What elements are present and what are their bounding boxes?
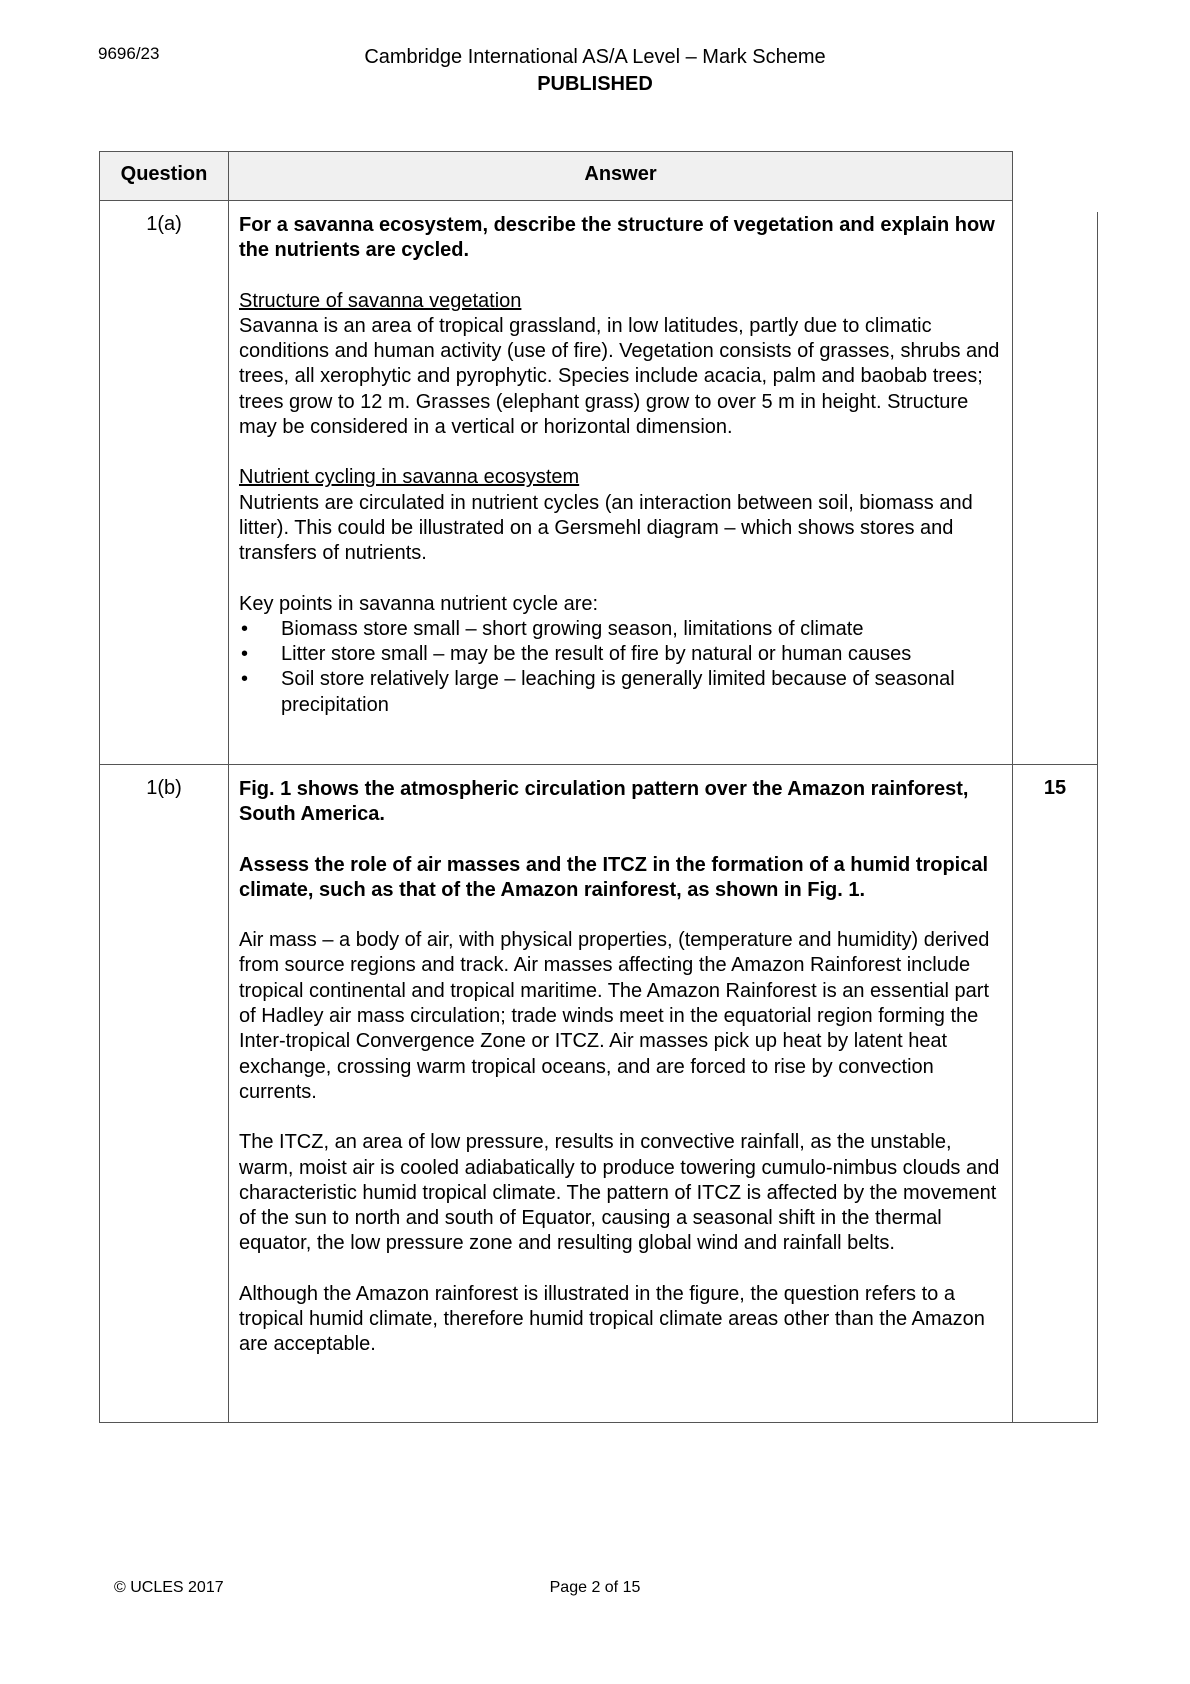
question-prompt: Fig. 1 shows the atmospheric circulation pattern over the Amazon rainforest, South America.: [239, 778, 969, 826]
list-item: • Soil store relatively large – leaching is generally limited because of seasonal precipitation: [241, 668, 955, 716]
section-text: Savanna is an area of tropical grassland, in low latitudes, partly due to climatic conditions and human activity (use of fire). Vegetation consists of grasses, shrubs and trees, all xerophytic and pyrophytic. Species include acacia, palm and baobab trees; trees grow to 12 m. Grasses (elephant grass) grow to over 5 m in height. Structure may be considered in a vertical or horizontal dimension.: [239, 314, 1000, 439]
table-rule: [99, 764, 1098, 765]
key-points-list: [239, 617, 1009, 718]
list-item: • Litter store small – may be the result of fire by natural or human causes: [239, 642, 1009, 667]
marks-1b: 15: [1043, 777, 1067, 799]
document-code: 9696/23: [98, 44, 160, 63]
section-heading: Structure of savanna vegetation: [239, 289, 522, 312]
table-rule: [99, 1422, 1098, 1423]
question-number-1a: 1(a): [146, 213, 182, 235]
key-points-intro: Key points in savanna nutrient cycle are:: [239, 592, 599, 615]
question-number-1b: 1(b): [146, 777, 182, 799]
column-header-answer: Answer: [584, 163, 657, 185]
page-header: [0, 44, 1190, 98]
document-title: Cambridge International AS/A Level – Mark Scheme: [364, 46, 826, 68]
page-number: Page 2 of 15: [549, 1579, 641, 1596]
table-rule: [228, 151, 229, 1423]
list-item: • Biomass store small – short growing season, limitations of climate: [239, 617, 1009, 642]
answer-paragraph: Air mass – a body of air, with physical properties, (temperature and humidity) derived from source regions and track. Air masses affecting the Amazon Rainforest include tropical continental and tropical maritime. The Amazon Rainforest is an essential part of Hadley air mass circulation; trade winds meet in the equatorial region forming the Inter-tropical Convergence Zone or ITCZ. Air masses pick up heat by latent heat exchange, crossing warm tropical oceans, and are forced to rise by convection currents.: [239, 929, 990, 1103]
table-rule: [1097, 212, 1098, 1423]
answer-paragraph: The ITCZ, an area of low pressure, results in convective rainfall, as the unstable, warm, moist air is cooled adiabatically to produce towering cumulo-nimbus clouds and characteristic humid tropical climate. The pattern of ITCZ is affected by the movement of the sun to north and south of Equator, causing a seasonal shift in the thermal equator, the low pressure zone and resulting global wind and rainfall belts.: [239, 1131, 1000, 1255]
section-heading: Nutrient cycling in savanna ecosystem: [239, 466, 580, 489]
question-prompt: For a savanna ecosystem, describe the structure of vegetation and explain how the nutrients are cycled.: [239, 214, 995, 262]
section-text: Nutrients are circulated in nutrient cycles (an interaction between soil, biomass and litter). This could be illustrated on a Gersmehl diagram – which shows stores and transfers of nutrients.: [239, 491, 973, 565]
bullet: •: [241, 643, 249, 666]
published-label: PUBLISHED: [537, 73, 653, 95]
answer-1a: [239, 213, 1009, 718]
copyright-notice: © UCLES 2017: [114, 1579, 224, 1596]
table-rule: [99, 200, 1013, 201]
question-prompt: Assess the role of air masses and the ITCZ in the formation of a humid tropical climate, such as that of the Amazon rainforest, as shown in Fig. 1.: [239, 853, 989, 901]
answer-1b: [239, 777, 1009, 1383]
bullet: •: [241, 617, 249, 640]
column-header-question: Question: [120, 163, 208, 185]
answer-paragraph: Although the Amazon rainforest is illustrated in the figure, the question refers to a tropical humid climate, therefore humid tropical climate areas other than the Amazon are acceptable.: [239, 1282, 985, 1356]
bullet: •: [241, 668, 249, 691]
table-rule: [99, 151, 1013, 152]
